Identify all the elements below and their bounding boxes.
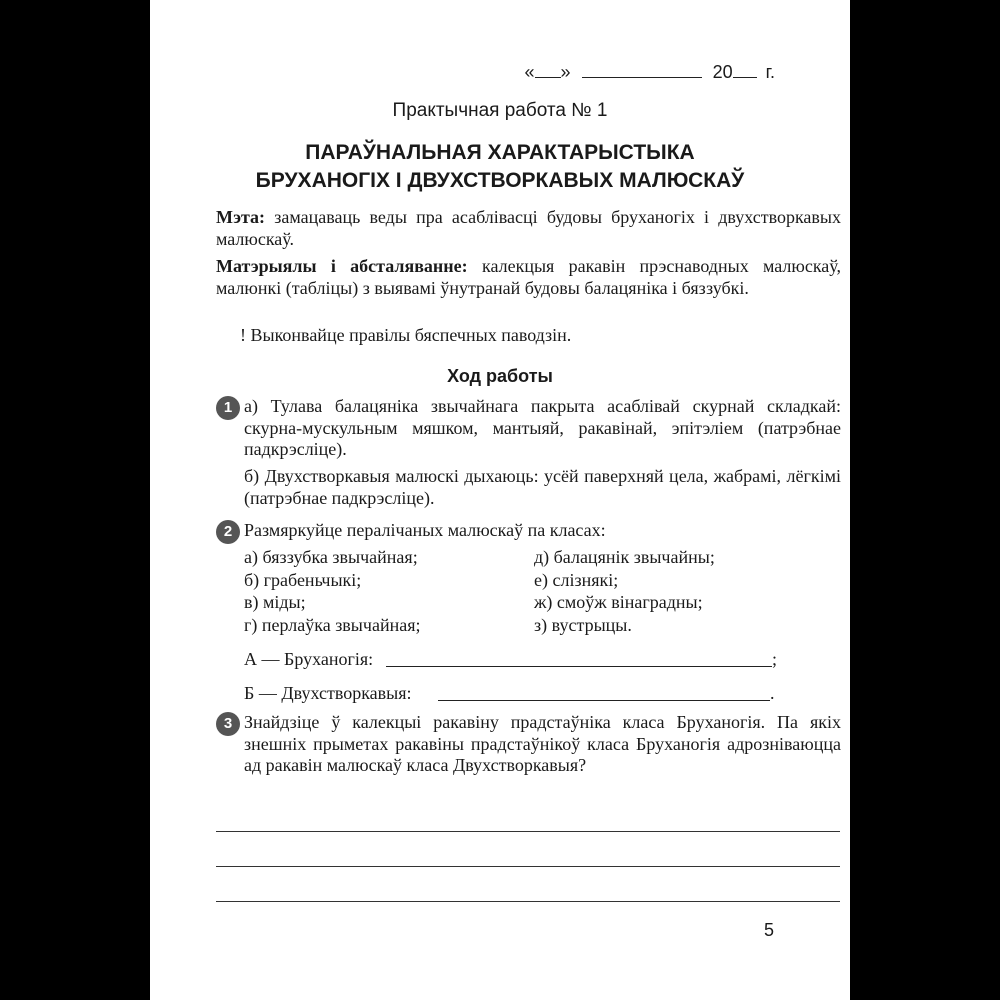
option-e: е) слізнякі; (534, 569, 619, 590)
date-close-quote: » (560, 62, 571, 82)
title-line-1: ПАРАЎНАЛЬНАЯ ХАРАКТАРЫСТЫКА (305, 141, 695, 164)
answer-a-field[interactable] (386, 666, 772, 667)
day-blank[interactable] (535, 63, 561, 78)
section-title: Ход работы (447, 366, 553, 386)
task-1-number-icon: 1 (216, 396, 240, 420)
materials-label: Матэрыялы і абсталяванне: (216, 256, 468, 276)
safety-note: ! Выконвайце правілы бяспечных паводзін. (240, 325, 572, 345)
page-number: 5 (763, 920, 774, 940)
answer-a-label: А — Бруханогія: (244, 649, 374, 669)
option-zh: ж) смоўж вінаградны; (534, 592, 703, 612)
materials-text: калекцыя ракавін прэснаводных малюскаў, малюнкі (табліцы) з выявамі ўнутранай будовы балацяніка і бяззубкі. (216, 256, 841, 298)
task-2-text: Размяркуйце пералічаных малюскаў па класах: (244, 520, 606, 540)
answer-line-3[interactable] (216, 901, 840, 902)
answer-b-field[interactable] (438, 700, 770, 701)
date-field (525, 62, 775, 83)
materials-paragraph (216, 256, 841, 299)
task-2-number-icon: 2 (216, 520, 240, 544)
option-g: г) перлаўка звычайная; (244, 614, 421, 635)
year-suffix: г. (765, 62, 775, 82)
option-z: з) вустрыцы. (534, 614, 632, 635)
answer-a-end: ; (772, 649, 778, 669)
date-open-quote: « (524, 62, 535, 82)
answer-b-end: . (770, 683, 775, 703)
goal-text: замацаваць веды пра асаблівасці будовы бруханогіх і двухстворкавых малюскаў. (216, 207, 842, 249)
work-number: Практычная работа № 1 (392, 100, 608, 121)
answer-b-label: Б — Двухстворкавыя: (244, 683, 412, 703)
goal-label: Мэта: (216, 207, 266, 227)
page-title (150, 139, 850, 195)
title-line-2: БРУХАНОГІХ І ДВУХСТВОРКАВЫХ МАЛЮСКАЎ (255, 169, 745, 192)
option-d: д) балацянік звычайны; (534, 547, 715, 567)
task-2-right-options (534, 546, 715, 636)
month-blank[interactable] (582, 63, 702, 78)
task-1-part-b: б) Двухстворкавыя малюскі дыхаюць: усёй паверхняй цела, жабрамі, лёгкімі (патрэбнае падкрэсліце). (244, 466, 841, 508)
task-2-left-options (244, 546, 420, 636)
year-blank[interactable] (733, 63, 757, 78)
answer-line-2[interactable] (216, 866, 840, 867)
workbook-page (150, 0, 850, 1000)
option-a: а) бяззубка звычайная; (244, 547, 418, 567)
year-prefix: 20 (712, 62, 733, 82)
task-1-part-a: а) Тулава балацяніка звычайнага пакрыта асаблівай скурнай складкай: скурна-мускульным мяшком, мантыяй, ракавінай, эпітэліем (патрэбнае падкрэсліце). (244, 396, 841, 459)
option-v: в) міды; (244, 592, 306, 612)
option-b: б) грабеньчыкі; (244, 569, 362, 590)
task-3-number-icon: 3 (216, 712, 240, 736)
answer-line-1[interactable] (216, 831, 840, 832)
task-3-text: Знайдзіце ў калекцыі ракавіну прадстаўніка класа Бруханогія. Па якіх знешніх прыметах ракавіны прадстаўнікоў класа Бруханогія адрозніваюцца ад ракавін малюскаў класа Двухстворкавыя? (244, 712, 841, 775)
goal-paragraph (216, 207, 841, 250)
